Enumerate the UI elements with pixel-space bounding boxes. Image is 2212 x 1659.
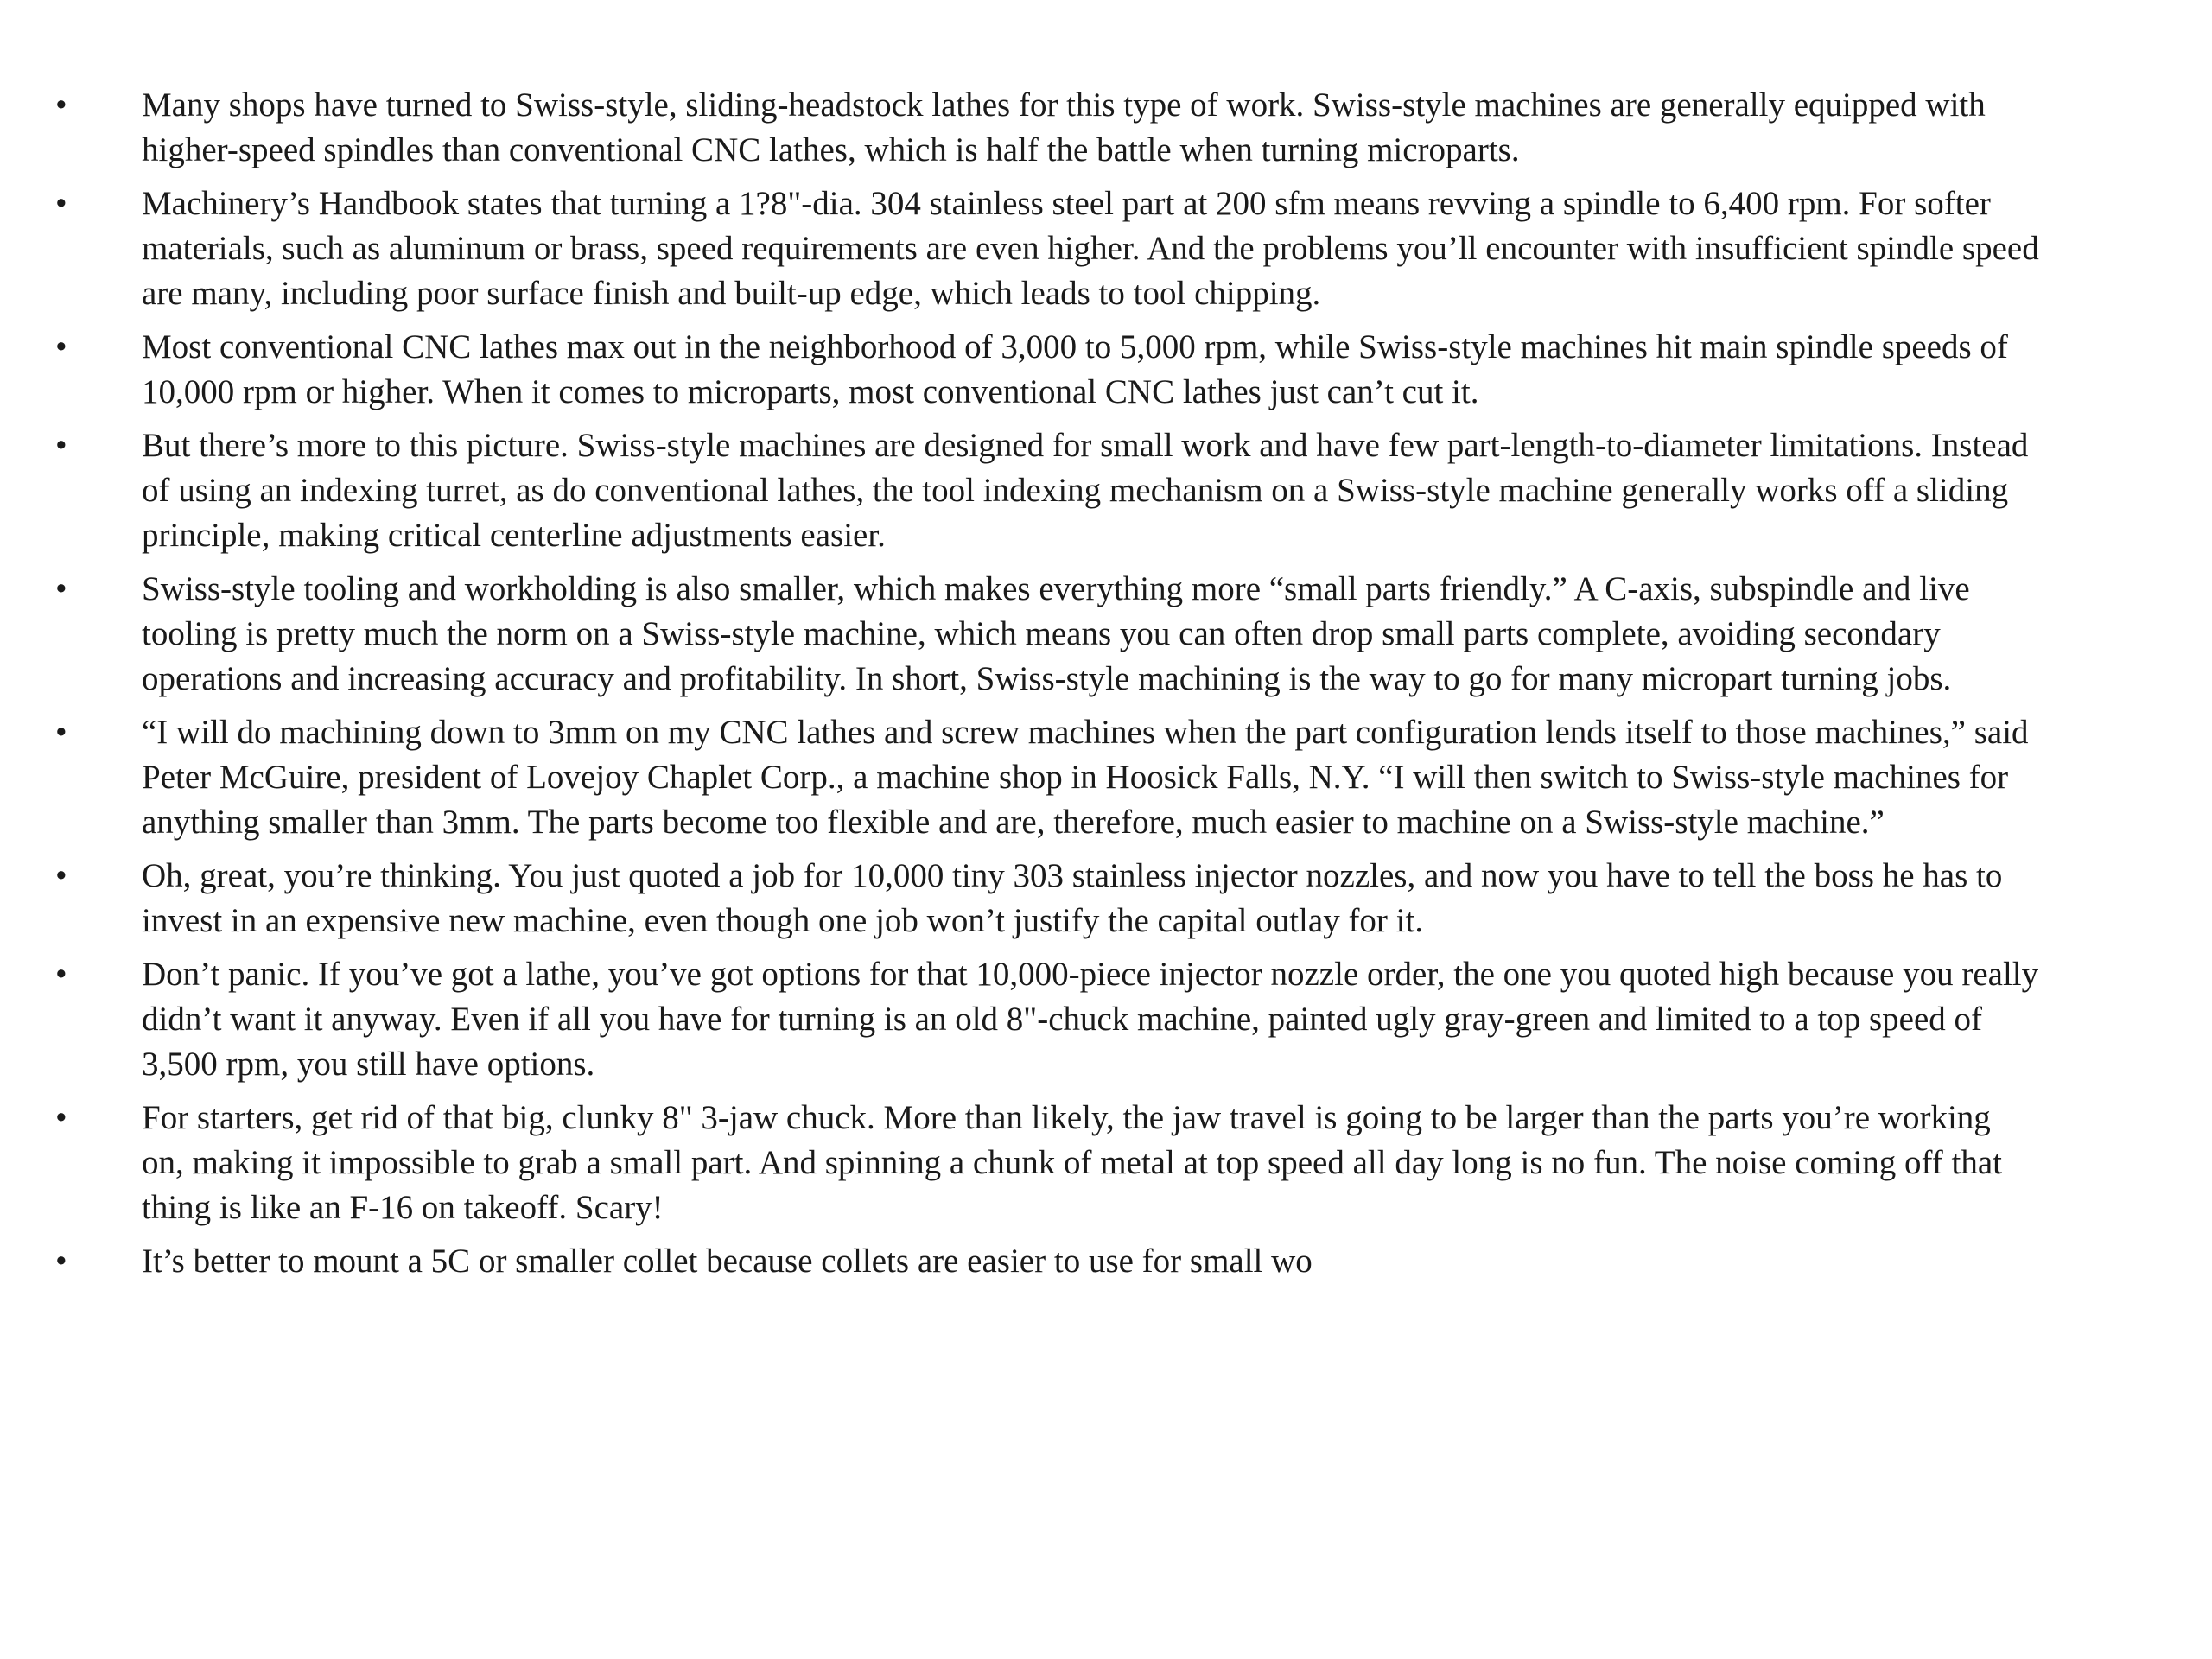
list-item: [52, 325, 2039, 415]
paragraph-text: “I will do machining down to 3mm on my CNC lathes and screw machines when the part configuration lends itself to those machines,” said Peter McGuire, president of Lovejoy Chaplet Corp., a machine shop in Hoosick Falls, N.Y. “I will then switch to Swiss-style machines for anything smaller than 3mm. The parts become too flexible and are, therefore, much easier to machine on a Swiss-style machine.”: [142, 714, 2029, 841]
paragraph-text: For starters, get rid of that big, clunky 8" 3-jaw chuck. More than likely, the jaw travel is going to be larger than the parts you’re working on, making it impossible to grab a small part. And spinning a chunk of metal at top speed all day long is no fun. The noise coming off that thing is like an F-16 on takeoff. Scary!: [142, 1099, 2002, 1226]
list-item: [52, 854, 2039, 944]
list-item: [52, 710, 2039, 845]
paragraph-text: But there’s more to this picture. Swiss-style machines are designed for small work and have few part-length-to-diameter limitations. Instead of using an indexing turret, as do conventional lathes, the tool indexing mechanism on a Swiss-style machine generally works off a sliding principle, making critical centerline adjustments easier.: [142, 427, 2029, 554]
list-item: [52, 181, 2039, 316]
list-item: [52, 1239, 2039, 1284]
bullet-list: [52, 83, 2039, 1293]
bullet-icon: •: [55, 857, 67, 894]
paragraph-text: Most conventional CNC lathes max out in the neighborhood of 3,000 to 5,000 rpm, while Swiss-style machines hit main spindle speeds of 10,000 rpm or higher. When it comes to microparts, most conventional CNC lathes just can’t cut it.: [142, 328, 2008, 410]
paragraph-text: Don’t panic. If you’ve got a lathe, you’ve got options for that 10,000-piece injector nozzle order, the one you quoted high because you really didn’t want it anyway. Even if all you have for turning is an old 8"-chuck machine, painted ugly gray-green and limited to a top speed of 3,500 rpm, you still have options.: [142, 956, 2039, 1083]
bullet-icon: •: [55, 86, 67, 124]
bullet-icon: •: [55, 328, 67, 365]
bullet-icon: •: [55, 1243, 67, 1280]
list-item: [52, 423, 2039, 558]
bullet-icon: •: [55, 427, 67, 464]
paragraph-text: Swiss-style tooling and workholding is also smaller, which makes everything more “small parts friendly.” A C-axis, subspindle and live tooling is pretty much the norm on a Swiss-style machine, which means you can often drop small parts complete, avoiding secondary operations and increasing accuracy and profitability. In short, Swiss-style machining is the way to go for many micropart turning jobs.: [142, 570, 1970, 697]
list-item: [52, 952, 2039, 1087]
paragraph-text: It’s better to mount a 5C or smaller collet because collets are easier to use for small wo: [142, 1243, 1313, 1280]
bullet-icon: •: [55, 570, 67, 607]
paragraph-text: Many shops have turned to Swiss-style, sliding-headstock lathes for this type of work. Swiss-style machines are generally equipped with higher-speed spindles than conventional CNC lathes, which is half the battle when turning microparts.: [142, 86, 1986, 168]
list-item: [52, 83, 2039, 173]
paragraph-text: Machinery’s Handbook states that turning a 1?8"-dia. 304 stainless steel part at 200 sfm means revving a spindle to 6,400 rpm. For softer materials, such as aluminum or brass, speed requirements are even higher. And the problems you’ll encounter with insufficient spindle speed are many, including poor surface finish and built-up edge, which leads to tool chipping.: [142, 185, 2039, 312]
bullet-icon: •: [55, 714, 67, 751]
bullet-icon: •: [55, 185, 67, 222]
list-item: [52, 1096, 2039, 1230]
bullet-icon: •: [55, 1099, 67, 1136]
list-item: [52, 567, 2039, 702]
bullet-icon: •: [55, 956, 67, 993]
paragraph-text: Oh, great, you’re thinking. You just quoted a job for 10,000 tiny 303 stainless injector nozzles, and now you have to tell the boss he has to invest in an expensive new machine, even though one job won’t justify the capital outlay for it.: [142, 857, 2003, 939]
